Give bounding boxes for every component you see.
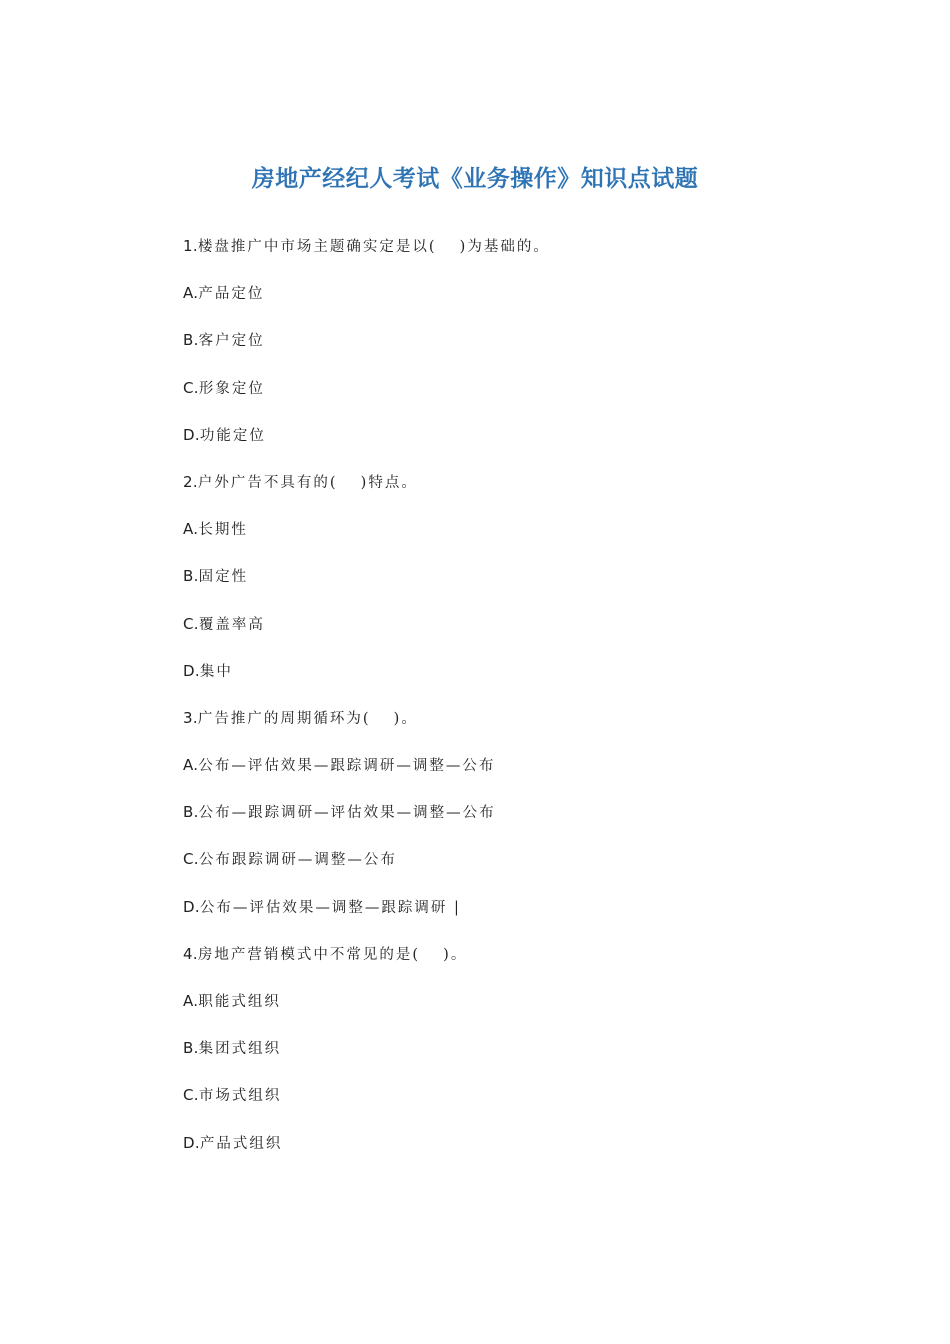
option-text: 公布—跟踪调研—评估效果—调整—公布 [198, 805, 496, 822]
option-text: 覆盖率高 [198, 616, 265, 633]
question-text: 广告推广的周期循环为( )。 [197, 710, 418, 727]
option-letter: B. [183, 803, 199, 822]
option-text: 固定性 [198, 569, 249, 586]
option-letter: A. [183, 756, 199, 775]
answer-option [183, 327, 783, 374]
option-letter: D. [183, 1133, 200, 1152]
question-number: 4. [183, 944, 198, 963]
question-text: 楼盘推广中市场主题确实定是以( )为基础的。 [197, 239, 550, 255]
question-text: 房地产营销模式中不常见的是( )。 [197, 946, 468, 963]
option-letter: C. [183, 378, 199, 397]
answer-option [183, 611, 783, 658]
option-text: 集团式组织 [198, 1041, 282, 1058]
option-text: 产品式组织 [199, 1135, 283, 1152]
option-text: 客户定位 [198, 333, 265, 350]
question-stem [183, 469, 783, 516]
question-stem [183, 705, 783, 752]
answer-option [183, 563, 783, 610]
answer-option [183, 422, 783, 469]
question-number: 1. [183, 237, 198, 255]
question-number: 3. [183, 708, 198, 727]
question-stem [183, 233, 783, 280]
answer-option [183, 1082, 783, 1129]
option-letter: A. [183, 520, 199, 539]
answer-option [183, 658, 783, 705]
answer-option [183, 988, 783, 1035]
answer-option [183, 894, 783, 941]
option-letter: D. [183, 661, 200, 680]
option-letter: A. [183, 992, 199, 1010]
option-text: 公布跟踪调研—调整—公布 [198, 852, 397, 869]
option-text: 市场式组织 [198, 1088, 282, 1105]
option-text: 集中 [199, 663, 233, 680]
option-letter: B. [183, 1039, 199, 1058]
option-letter: B. [183, 567, 199, 586]
answer-option [183, 1130, 783, 1177]
answer-option [183, 516, 783, 563]
answer-option [183, 846, 783, 893]
option-text: 公布—评估效果—调整—跟踪调研 | [199, 899, 461, 916]
answer-option [183, 752, 783, 799]
answer-option [183, 799, 783, 846]
option-letter: D. [183, 425, 200, 444]
option-text: 长期性 [198, 522, 248, 539]
option-letter: C. [183, 614, 199, 633]
answer-option [183, 280, 783, 327]
question-stem [183, 941, 783, 988]
answer-option [183, 1035, 783, 1082]
document-title: 房地产经纪人考试《业务操作》知识点试题 [251, 165, 699, 192]
option-text: 职能式组织 [198, 994, 281, 1010]
option-letter: C. [183, 1086, 199, 1105]
option-letter: A. [183, 284, 199, 303]
question-text: 户外广告不具有的( )特点。 [197, 474, 418, 491]
option-text: 功能定位 [199, 427, 266, 444]
option-text: 公布—评估效果—跟踪调研—调整—公布 [198, 758, 496, 775]
option-letter: C. [183, 850, 199, 869]
answer-option [183, 375, 783, 422]
option-text: 形象定位 [198, 380, 265, 397]
option-text: 产品定位 [198, 286, 265, 303]
option-letter: D. [183, 897, 200, 916]
option-letter: B. [183, 331, 199, 350]
question-list [183, 233, 783, 1177]
question-number: 2. [183, 472, 198, 491]
